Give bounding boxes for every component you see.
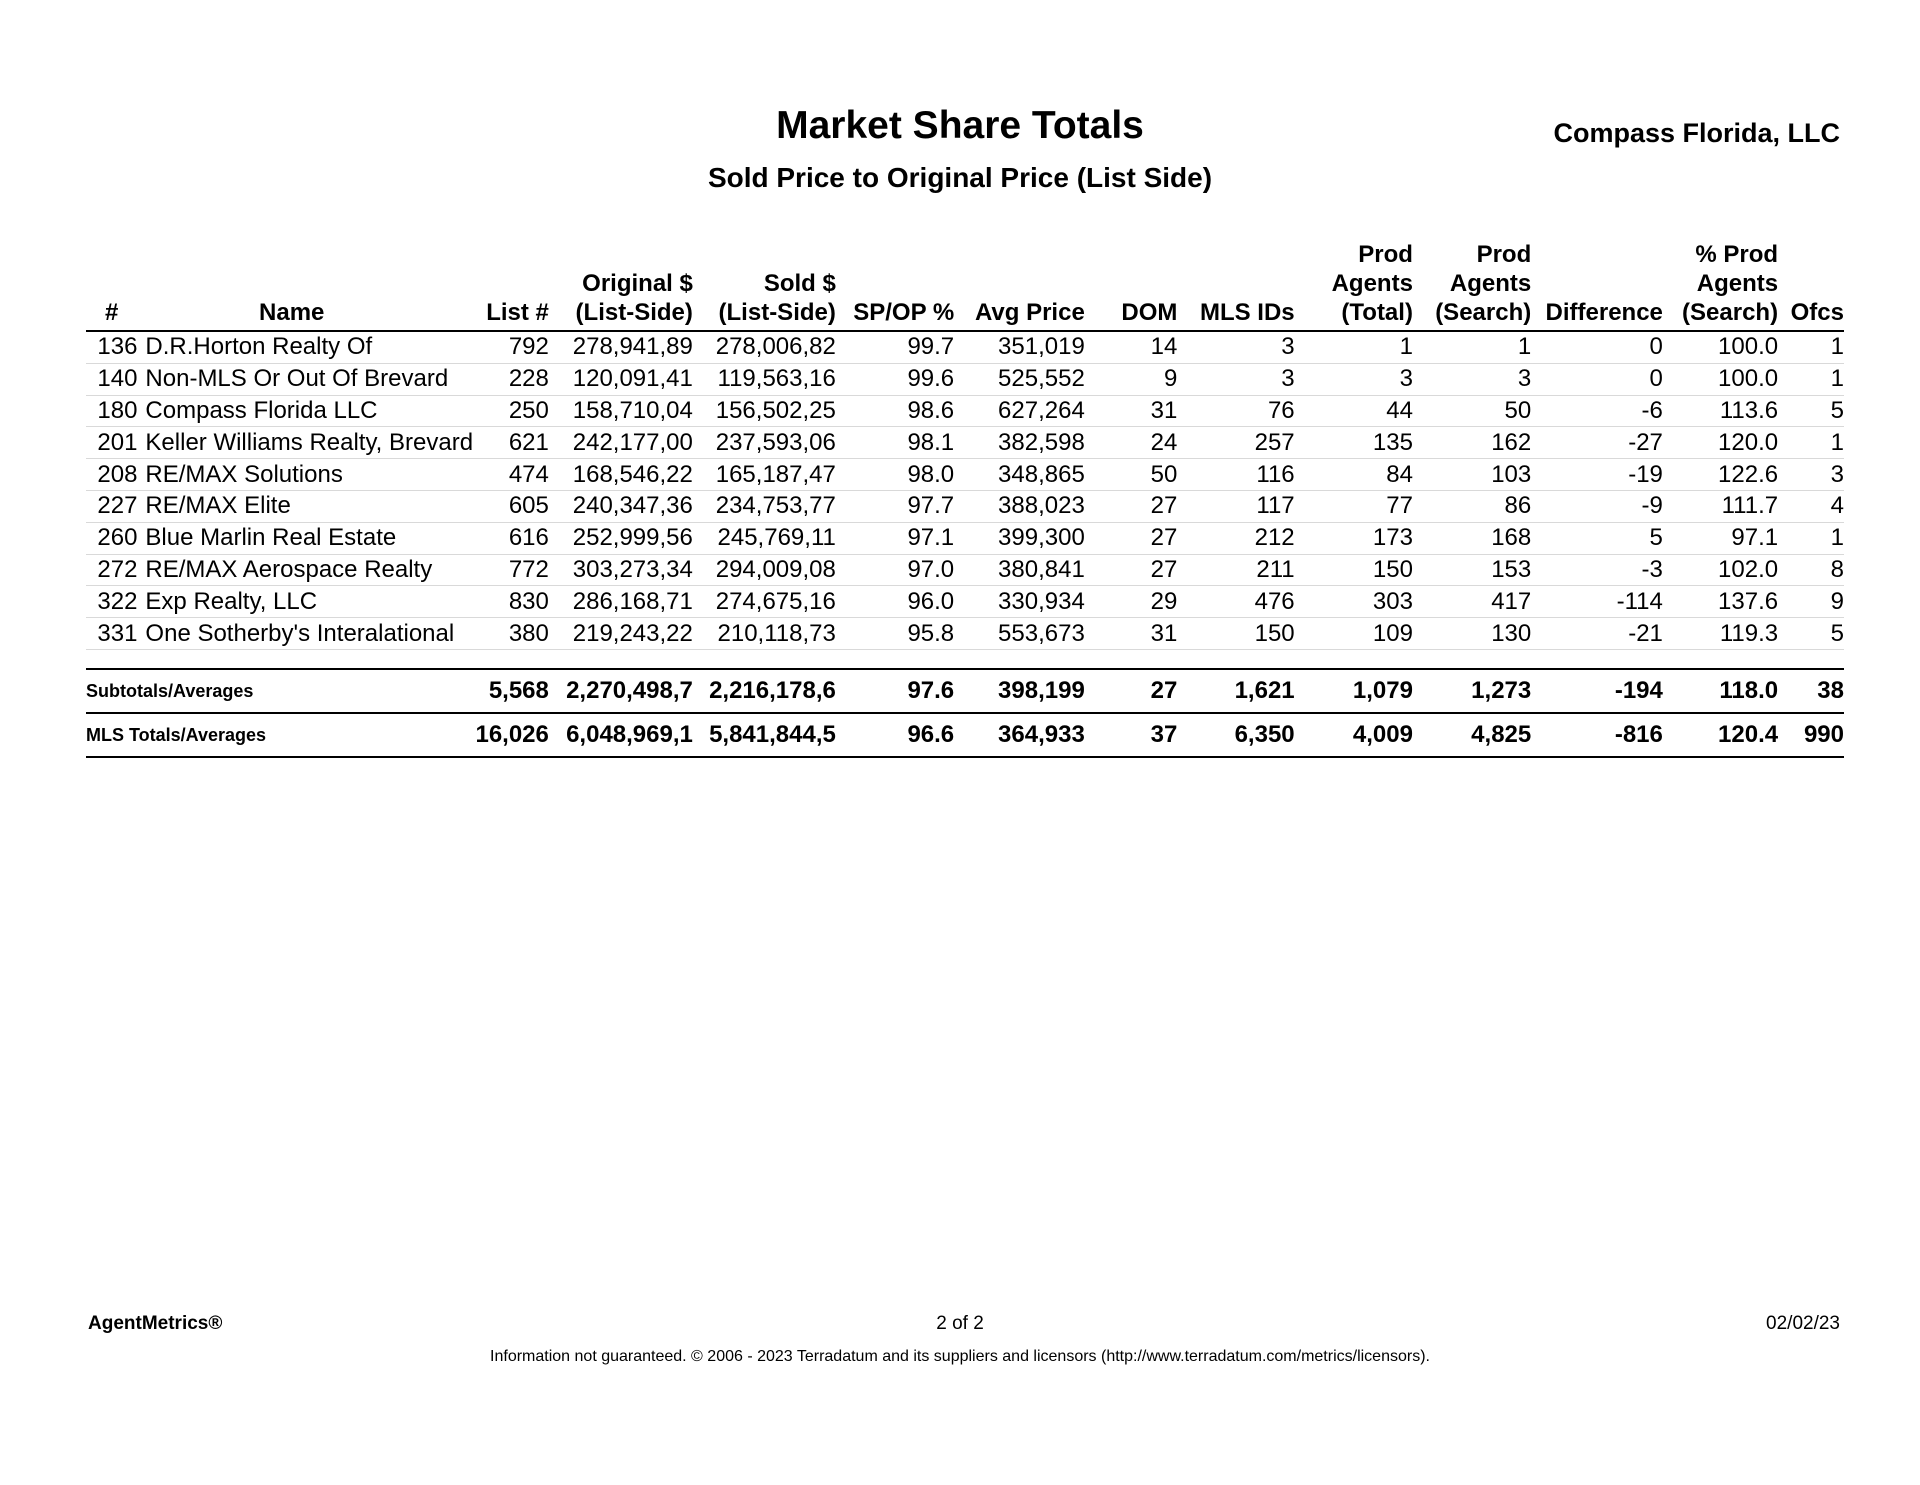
cell-prod-agents-total: 77 <box>1295 490 1413 522</box>
cell-difference: -9 <box>1531 490 1663 522</box>
column-header-line: Name <box>259 299 325 326</box>
disclaimer: Information not guaranteed. © 2006 - 2023 Terradatum and its suppliers and licensors (http://www.terradatum.com/metrics/licensors). <box>490 1348 1430 1365</box>
cell-sold-price: 119,563,16 <box>693 363 836 395</box>
column-header-line: # <box>105 299 119 326</box>
mls-totals-row <box>86 713 1844 757</box>
column-header-line: MLS IDs <box>1199 299 1295 326</box>
column-header-line <box>954 240 1085 269</box>
cell-avg-price: 330,934 <box>954 586 1085 618</box>
separator-cell <box>86 649 1844 669</box>
cell-pct-prod-agents-search: 137.6 <box>1663 586 1778 618</box>
cell-offices: 1 <box>1778 363 1844 395</box>
cell-difference: -19 <box>1531 459 1663 491</box>
cell-mls-ids: 76 <box>1177 395 1294 427</box>
cell-avg-price: 380,841 <box>954 554 1085 586</box>
total-sp-op-pct: 96.6 <box>836 713 954 757</box>
table-row <box>86 586 1844 618</box>
table-row <box>86 618 1844 650</box>
cell-sp-op-pct: 96.0 <box>836 586 954 618</box>
cell-original-price: 286,168,71 <box>549 586 693 618</box>
table-body <box>86 331 1844 757</box>
table-header <box>86 240 1844 331</box>
cell-mls-ids: 211 <box>1177 554 1294 586</box>
cell-sp-op-pct: 98.0 <box>836 459 954 491</box>
column-header-line <box>954 269 1085 298</box>
cell-mls-ids: 476 <box>1177 586 1294 618</box>
column-header-line <box>1177 269 1294 298</box>
cell-prod-agents-search: 153 <box>1413 554 1531 586</box>
total-prod-agents-search: 4,825 <box>1413 713 1531 757</box>
column-header-line <box>1531 269 1663 298</box>
cell-sold-price: 294,009,08 <box>693 554 836 586</box>
column-header-line <box>137 240 446 269</box>
cell-sold-price: 156,502,25 <box>693 395 836 427</box>
cell-difference: 0 <box>1531 363 1663 395</box>
cell-dom: 27 <box>1085 490 1178 522</box>
cell-prod-agents-total: 173 <box>1295 522 1413 554</box>
total-mls-ids: 1,621 <box>1177 669 1294 713</box>
cell-original-price: 158,710,04 <box>549 395 693 427</box>
column-header-line <box>693 240 836 269</box>
column-header-line: (Search) <box>1435 299 1532 326</box>
column-header-line: Agents <box>1449 270 1532 297</box>
cell-mls-ids: 3 <box>1177 331 1294 363</box>
cell-rank: 180 <box>86 395 137 427</box>
column-header-prod-agents-search <box>1413 240 1531 331</box>
cell-sold-price: 278,006,82 <box>693 331 836 363</box>
table-row <box>86 459 1844 491</box>
cell-mls-ids: 212 <box>1177 522 1294 554</box>
cell-dom: 50 <box>1085 459 1178 491</box>
cell-name: RE/MAX Aerospace Realty <box>137 554 446 586</box>
column-header-mls-ids <box>1177 240 1294 331</box>
column-header-name <box>137 240 446 331</box>
column-header-sp-op-pct <box>836 240 954 331</box>
table-row <box>86 363 1844 395</box>
cell-pct-prod-agents-search: 119.3 <box>1663 618 1778 650</box>
cell-difference: -114 <box>1531 586 1663 618</box>
column-header-sold-price <box>693 240 836 331</box>
cell-offices: 5 <box>1778 618 1844 650</box>
cell-avg-price: 627,264 <box>954 395 1085 427</box>
cell-list-count: 772 <box>446 554 549 586</box>
cell-prod-agents-search: 130 <box>1413 618 1531 650</box>
cell-pct-prod-agents-search: 100.0 <box>1663 363 1778 395</box>
cell-prod-agents-total: 150 <box>1295 554 1413 586</box>
cell-sp-op-pct: 98.1 <box>836 427 954 459</box>
total-pct-prod-agents-search: 118.0 <box>1663 669 1778 713</box>
column-header-line <box>446 269 549 298</box>
subtotals-row-label: Subtotals/Averages <box>86 669 446 713</box>
column-header-line: (List-Side) <box>575 299 693 326</box>
column-header-dom <box>1085 240 1178 331</box>
cell-avg-price: 525,552 <box>954 363 1085 395</box>
column-header-line <box>86 269 137 298</box>
column-header-list-count <box>446 240 549 331</box>
cell-sp-op-pct: 97.0 <box>836 554 954 586</box>
cell-sp-op-pct: 95.8 <box>836 618 954 650</box>
cell-sold-price: 245,769,11 <box>693 522 836 554</box>
cell-list-count: 228 <box>446 363 549 395</box>
cell-pct-prod-agents-search: 122.6 <box>1663 459 1778 491</box>
cell-dom: 27 <box>1085 522 1178 554</box>
column-header-line <box>836 269 954 298</box>
cell-mls-ids: 257 <box>1177 427 1294 459</box>
cell-sp-op-pct: 97.1 <box>836 522 954 554</box>
cell-difference: 0 <box>1531 331 1663 363</box>
cell-dom: 27 <box>1085 554 1178 586</box>
total-list-count: 16,026 <box>446 713 549 757</box>
column-header-line: Prod <box>1476 241 1532 268</box>
cell-list-count: 605 <box>446 490 549 522</box>
footer-brand: AgentMetrics® <box>88 1313 223 1334</box>
column-header-line: Original $ <box>582 270 693 297</box>
cell-prod-agents-search: 86 <box>1413 490 1531 522</box>
cell-prod-agents-search: 50 <box>1413 395 1531 427</box>
cell-dom: 31 <box>1085 618 1178 650</box>
cell-mls-ids: 116 <box>1177 459 1294 491</box>
cell-sp-op-pct: 99.7 <box>836 331 954 363</box>
cell-original-price: 219,243,22 <box>549 618 693 650</box>
cell-offices: 5 <box>1778 395 1844 427</box>
column-header-line <box>86 240 137 269</box>
cell-mls-ids: 117 <box>1177 490 1294 522</box>
cell-prod-agents-total: 84 <box>1295 459 1413 491</box>
column-header-line <box>836 240 954 269</box>
total-sold-price: 2,216,178,6 <box>693 669 836 713</box>
column-header-line: (List-Side) <box>718 299 836 326</box>
cell-sp-op-pct: 97.7 <box>836 490 954 522</box>
column-header-line: (Total) <box>1341 299 1413 326</box>
totals-separator <box>86 649 1844 669</box>
cell-list-count: 616 <box>446 522 549 554</box>
cell-difference: -21 <box>1531 618 1663 650</box>
cell-list-count: 792 <box>446 331 549 363</box>
total-pct-prod-agents-search: 120.4 <box>1663 713 1778 757</box>
cell-sold-price: 237,593,06 <box>693 427 836 459</box>
column-header-line <box>1778 240 1844 269</box>
cell-offices: 1 <box>1778 427 1844 459</box>
market-share-table <box>86 240 1844 758</box>
cell-original-price: 168,546,22 <box>549 459 693 491</box>
cell-name: Non-MLS Or Out Of Brevard <box>137 363 446 395</box>
cell-avg-price: 348,865 <box>954 459 1085 491</box>
column-header-line <box>1177 240 1294 269</box>
cell-dom: 9 <box>1085 363 1178 395</box>
total-difference: -194 <box>1531 669 1663 713</box>
cell-prod-agents-search: 162 <box>1413 427 1531 459</box>
cell-difference: 5 <box>1531 522 1663 554</box>
cell-prod-agents-search: 103 <box>1413 459 1531 491</box>
cell-rank: 331 <box>86 618 137 650</box>
cell-avg-price: 382,598 <box>954 427 1085 459</box>
cell-offices: 8 <box>1778 554 1844 586</box>
column-header-line <box>137 269 446 298</box>
total-offices: 38 <box>1778 669 1844 713</box>
cell-offices: 1 <box>1778 522 1844 554</box>
column-header-line <box>1778 269 1844 298</box>
cell-pct-prod-agents-search: 97.1 <box>1663 522 1778 554</box>
cell-sold-price: 274,675,16 <box>693 586 836 618</box>
column-header-line <box>446 240 549 269</box>
column-header-line: Difference <box>1545 299 1663 326</box>
cell-pct-prod-agents-search: 120.0 <box>1663 427 1778 459</box>
table-row <box>86 395 1844 427</box>
column-header-line: List # <box>486 299 549 326</box>
cell-pct-prod-agents-search: 102.0 <box>1663 554 1778 586</box>
column-header-original-price <box>549 240 693 331</box>
total-avg-price: 364,933 <box>954 713 1085 757</box>
cell-name: D.R.Horton Realty Of <box>137 331 446 363</box>
cell-pct-prod-agents-search: 113.6 <box>1663 395 1778 427</box>
cell-dom: 31 <box>1085 395 1178 427</box>
cell-name: RE/MAX Elite <box>137 490 446 522</box>
cell-name: Keller Williams Realty, Brevard <box>137 427 446 459</box>
cell-difference: -27 <box>1531 427 1663 459</box>
cell-prod-agents-total: 109 <box>1295 618 1413 650</box>
total-sold-price: 5,841,844,5 <box>693 713 836 757</box>
cell-prod-agents-total: 1 <box>1295 331 1413 363</box>
cell-rank: 201 <box>86 427 137 459</box>
column-header-line <box>1531 240 1663 269</box>
column-header-line: SP/OP % <box>853 299 955 326</box>
cell-name: Blue Marlin Real Estate <box>137 522 446 554</box>
cell-prod-agents-total: 135 <box>1295 427 1413 459</box>
cell-original-price: 120,091,41 <box>549 363 693 395</box>
column-header-line: Avg Price <box>974 299 1085 326</box>
total-offices: 990 <box>1778 713 1844 757</box>
column-header-line <box>1085 269 1178 298</box>
column-header-line: Prod <box>1358 241 1413 268</box>
cell-avg-price: 388,023 <box>954 490 1085 522</box>
cell-dom: 24 <box>1085 427 1178 459</box>
table-row <box>86 490 1844 522</box>
cell-offices: 9 <box>1778 586 1844 618</box>
cell-offices: 1 <box>1778 331 1844 363</box>
cell-name: Exp Realty, LLC <box>137 586 446 618</box>
total-avg-price: 398,199 <box>954 669 1085 713</box>
cell-name: Compass Florida LLC <box>137 395 446 427</box>
cell-avg-price: 351,019 <box>954 331 1085 363</box>
total-sp-op-pct: 97.6 <box>836 669 954 713</box>
table-row <box>86 427 1844 459</box>
cell-original-price: 303,273,34 <box>549 554 693 586</box>
cell-mls-ids: 3 <box>1177 363 1294 395</box>
cell-rank: 136 <box>86 331 137 363</box>
cell-sold-price: 165,187,47 <box>693 459 836 491</box>
cell-list-count: 830 <box>446 586 549 618</box>
column-header-line <box>549 240 693 269</box>
cell-list-count: 474 <box>446 459 549 491</box>
total-dom: 27 <box>1085 669 1178 713</box>
company-name: Compass Florida, LLC <box>1553 118 1840 148</box>
column-header-line: Agents <box>1696 270 1779 297</box>
cell-list-count: 250 <box>446 395 549 427</box>
total-mls-ids: 6,350 <box>1177 713 1294 757</box>
column-header-line: Ofcs <box>1790 299 1844 326</box>
table-row <box>86 554 1844 586</box>
column-header-line <box>1085 240 1178 269</box>
report-title: Market Share Totals <box>776 104 1144 147</box>
cell-sp-op-pct: 98.6 <box>836 395 954 427</box>
column-header-difference <box>1531 240 1663 331</box>
cell-rank: 227 <box>86 490 137 522</box>
cell-prod-agents-total: 44 <box>1295 395 1413 427</box>
column-header-prod-agents-total <box>1295 240 1413 331</box>
cell-mls-ids: 150 <box>1177 618 1294 650</box>
table-row <box>86 331 1844 363</box>
subtotals-row <box>86 669 1844 713</box>
cell-prod-agents-search: 3 <box>1413 363 1531 395</box>
column-header-avg-price <box>954 240 1085 331</box>
cell-prod-agents-total: 303 <box>1295 586 1413 618</box>
cell-original-price: 240,347,36 <box>549 490 693 522</box>
page-number: 2 of 2 <box>936 1313 984 1334</box>
column-header-line: % Prod <box>1695 241 1779 268</box>
cell-rank: 322 <box>86 586 137 618</box>
total-prod-agents-total: 1,079 <box>1295 669 1413 713</box>
column-header-pct-prod-agents-search <box>1663 240 1778 331</box>
cell-prod-agents-search: 1 <box>1413 331 1531 363</box>
cell-original-price: 252,999,56 <box>549 522 693 554</box>
total-original-price: 2,270,498,7 <box>549 669 693 713</box>
cell-pct-prod-agents-search: 100.0 <box>1663 331 1778 363</box>
cell-difference: -3 <box>1531 554 1663 586</box>
cell-list-count: 380 <box>446 618 549 650</box>
cell-avg-price: 399,300 <box>954 522 1085 554</box>
column-header-offices <box>1778 240 1844 331</box>
cell-offices: 3 <box>1778 459 1844 491</box>
report-date: 02/02/23 <box>1766 1313 1840 1334</box>
cell-rank: 260 <box>86 522 137 554</box>
cell-rank: 208 <box>86 459 137 491</box>
table-row <box>86 522 1844 554</box>
cell-difference: -6 <box>1531 395 1663 427</box>
cell-name: One Sotherby's Interalational <box>137 618 446 650</box>
cell-original-price: 278,941,89 <box>549 331 693 363</box>
cell-rank: 272 <box>86 554 137 586</box>
cell-prod-agents-search: 417 <box>1413 586 1531 618</box>
column-header-line: Sold $ <box>763 270 836 297</box>
cell-sp-op-pct: 99.6 <box>836 363 954 395</box>
cell-offices: 4 <box>1778 490 1844 522</box>
total-dom: 37 <box>1085 713 1178 757</box>
cell-avg-price: 553,673 <box>954 618 1085 650</box>
cell-sold-price: 210,118,73 <box>693 618 836 650</box>
cell-dom: 14 <box>1085 331 1178 363</box>
cell-name: RE/MAX Solutions <box>137 459 446 491</box>
column-header-line: DOM <box>1121 299 1178 326</box>
total-prod-agents-total: 4,009 <box>1295 713 1413 757</box>
total-list-count: 5,568 <box>446 669 549 713</box>
report-subtitle: Sold Price to Original Price (List Side) <box>707 162 1213 193</box>
cell-prod-agents-total: 3 <box>1295 363 1413 395</box>
column-header-line: (Search) <box>1682 299 1779 326</box>
mls-totals-row-label: MLS Totals/Averages <box>86 713 446 757</box>
total-original-price: 6,048,969,1 <box>549 713 693 757</box>
cell-original-price: 242,177,00 <box>549 427 693 459</box>
cell-dom: 29 <box>1085 586 1178 618</box>
cell-pct-prod-agents-search: 111.7 <box>1663 490 1778 522</box>
cell-rank: 140 <box>86 363 137 395</box>
cell-list-count: 621 <box>446 427 549 459</box>
cell-sold-price: 234,753,77 <box>693 490 836 522</box>
column-header-rank <box>86 240 137 331</box>
total-prod-agents-search: 1,273 <box>1413 669 1531 713</box>
total-difference: -816 <box>1531 713 1663 757</box>
column-header-line: Agents <box>1331 270 1413 297</box>
cell-prod-agents-search: 168 <box>1413 522 1531 554</box>
